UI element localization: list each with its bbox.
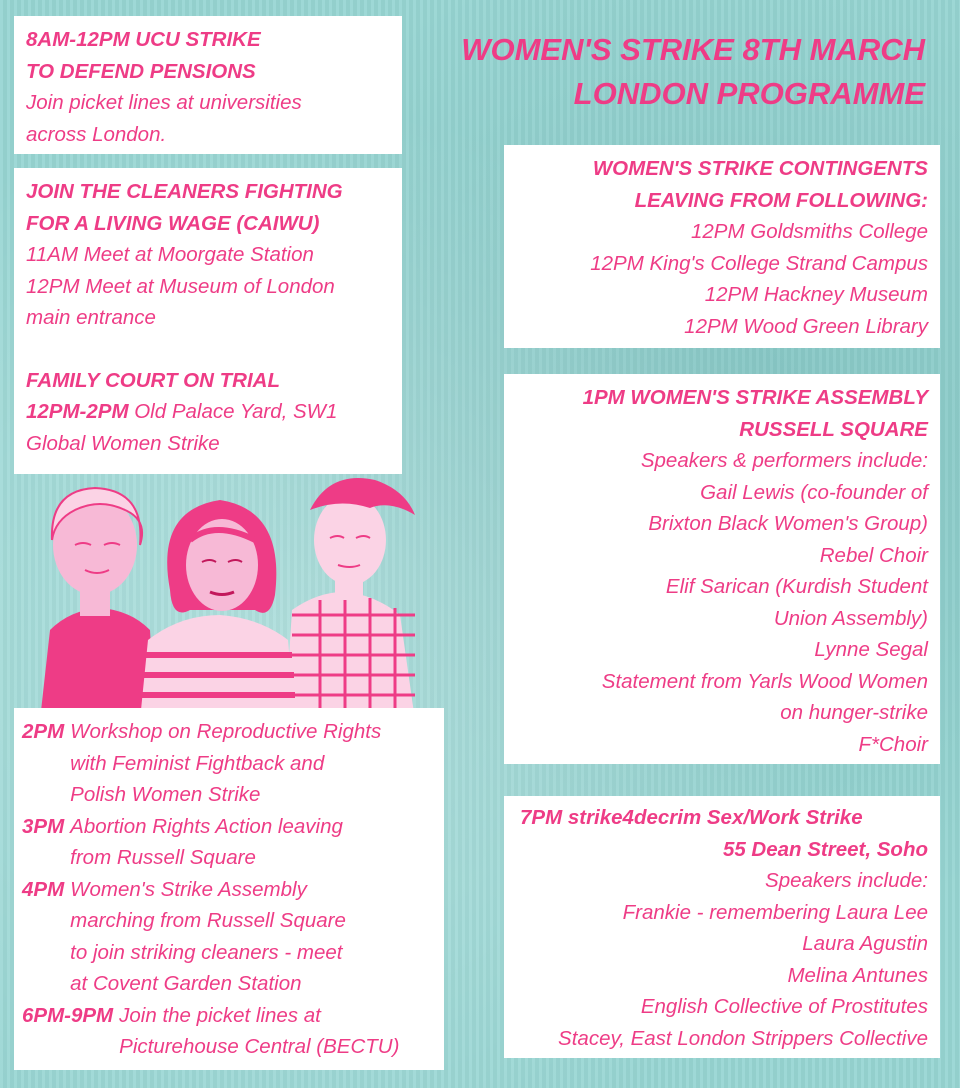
cleaners-heading-2: FOR A LIVING WAGE (CAIWU) bbox=[26, 211, 320, 235]
cleaners-line-3: main entrance bbox=[26, 306, 156, 329]
contingent-item: 12PM Hackney Museum bbox=[704, 283, 928, 306]
contingent-item: 12PM Wood Green Library bbox=[684, 314, 928, 338]
schedule-time: 6PM-9PM bbox=[22, 1003, 114, 1027]
court-time-place bbox=[26, 396, 390, 428]
schedule-line: Workshop on Reproductive Rights bbox=[70, 720, 382, 743]
assembly-heading-2: RUSSELL SQUARE bbox=[739, 417, 928, 441]
decrim-item: Melina Antunes bbox=[787, 963, 928, 987]
afternoon-schedule-box bbox=[14, 708, 444, 1070]
cleaners-line-1: 11AM Meet at Moorgate Station bbox=[26, 243, 314, 266]
assembly-item: Gail Lewis (co-founder of bbox=[700, 480, 928, 504]
schedule-description bbox=[70, 874, 436, 1000]
schedule-line: with Feminist Fightback and bbox=[70, 751, 325, 775]
schedule-row bbox=[22, 811, 436, 874]
decrim-item: Stacey, East London Strippers Collective bbox=[558, 1026, 928, 1050]
schedule-line: to join striking cleaners - meet bbox=[70, 940, 343, 964]
woman-center-figure bbox=[140, 500, 295, 720]
contingent-item: 12PM Goldsmiths College bbox=[691, 220, 928, 243]
decrim-item: Frankie - remembering Laura Lee bbox=[622, 900, 928, 924]
assembly-item: Union Assembly) bbox=[773, 606, 928, 630]
schedule-time: 3PM bbox=[22, 814, 65, 838]
decrim-box bbox=[504, 796, 940, 1058]
schedule-description bbox=[70, 716, 436, 811]
assembly-box bbox=[504, 374, 940, 764]
decrim-item: English Collective of Prostitutes bbox=[640, 995, 928, 1018]
schedule-line: marching from Russell Square bbox=[70, 909, 346, 932]
schedule-description bbox=[119, 1000, 436, 1063]
schedule-row bbox=[22, 874, 436, 1000]
assembly-item: on hunger-strike bbox=[780, 701, 928, 724]
cleaners-box bbox=[14, 168, 402, 474]
woman-left-figure bbox=[40, 488, 155, 720]
ucu-body-1: Join picket lines at universities bbox=[26, 91, 302, 114]
court-heading: FAMILY COURT ON TRIAL bbox=[26, 368, 280, 392]
ucu-heading-2: TO DEFEND PENSIONS bbox=[26, 59, 256, 83]
ucu-strike-box bbox=[14, 16, 402, 154]
schedule-line: from Russell Square bbox=[70, 846, 256, 869]
contingents-heading-2: LEAVING FROM FOLLOWING: bbox=[634, 188, 928, 212]
court-org: Global Women Strike bbox=[26, 431, 220, 455]
assembly-item: Statement from Yarls Wood Women bbox=[601, 669, 928, 693]
contingent-item: 12PM King's College Strand Campus bbox=[590, 251, 928, 275]
schedule-row bbox=[22, 716, 436, 811]
court-place: Old Palace Yard, SW1 bbox=[128, 400, 338, 423]
schedule-line: Women's Strike Assembly bbox=[70, 877, 307, 901]
title-line-1: WOMEN'S STRIKE 8TH MARCH bbox=[461, 32, 925, 67]
assembly-item: Lynne Segal bbox=[814, 638, 928, 661]
schedule-line: at Covent Garden Station bbox=[70, 972, 302, 995]
assembly-item: Elif Sarican (Kurdish Student bbox=[665, 575, 928, 598]
title-line-2: LONDON PROGRAMME bbox=[573, 76, 925, 111]
poster-title bbox=[405, 28, 925, 116]
cleaners-heading-1: JOIN THE CLEANERS FIGHTING bbox=[26, 180, 343, 203]
three-women-illustration bbox=[30, 470, 430, 720]
contingents-box bbox=[504, 145, 940, 348]
schedule-line: Polish Women Strike bbox=[70, 783, 261, 806]
decrim-item: Laura Agustin bbox=[802, 932, 928, 955]
decrim-item: Speakers include: bbox=[765, 869, 928, 892]
contingents-heading-1: WOMEN'S STRIKE CONTINGENTS bbox=[592, 157, 928, 180]
assembly-item: Speakers & performers include: bbox=[640, 449, 928, 472]
schedule-time: 2PM bbox=[22, 720, 65, 743]
schedule-row bbox=[22, 1000, 436, 1063]
ucu-body-2: across London. bbox=[26, 122, 167, 146]
assembly-item: Brixton Black Women's Group) bbox=[648, 512, 928, 535]
assembly-item: F*Choir bbox=[858, 732, 928, 756]
assembly-heading-1: 1PM WOMEN'S STRIKE ASSEMBLY bbox=[582, 386, 928, 409]
cleaners-line-2: 12PM Meet at Museum of London bbox=[26, 274, 335, 298]
schedule-line: Abortion Rights Action leaving bbox=[70, 814, 343, 838]
schedule-line: Join the picket lines at bbox=[119, 1003, 321, 1027]
decrim-heading-1: 7PM strike4decrim Sex/Work Strike bbox=[520, 806, 863, 829]
schedule-line: Picturehouse Central (BECTU) bbox=[119, 1035, 400, 1058]
schedule-description bbox=[70, 811, 436, 874]
court-time: 12PM-2PM bbox=[26, 400, 129, 423]
ucu-heading-1: 8AM-12PM UCU STRIKE bbox=[26, 28, 261, 51]
woman-right-figure bbox=[285, 478, 415, 720]
assembly-item: Rebel Choir bbox=[819, 543, 928, 567]
decrim-heading-2: 55 Dean Street, Soho bbox=[722, 837, 928, 861]
schedule-time: 4PM bbox=[22, 877, 65, 901]
schedule-list bbox=[22, 716, 436, 1063]
